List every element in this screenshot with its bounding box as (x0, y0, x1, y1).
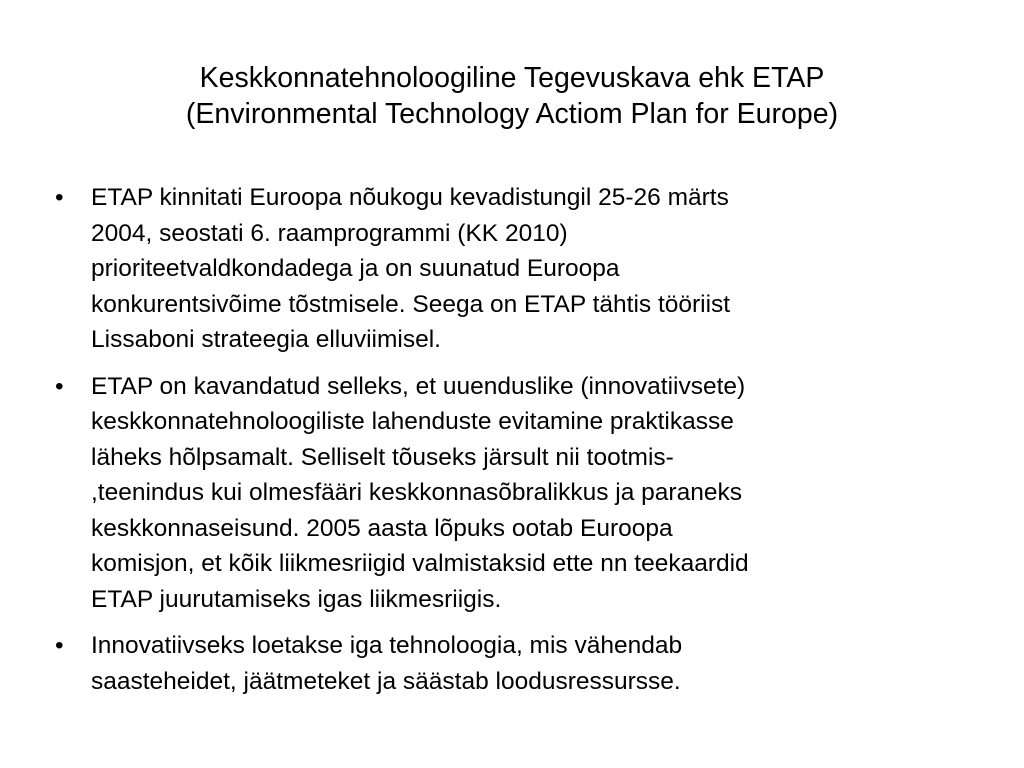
bullet-marker-icon: • (55, 184, 64, 211)
bullet-text-line: komisjon, et kõik liikmesriigid valmistaksid ette nn teekaardid (91, 550, 749, 577)
bullet-text-line: Lissaboni strateegia elluviimisel. (91, 326, 441, 353)
bullet-text-line: keskkonnaseisund. 2005 aasta lõpuks ootab Euroopa (91, 514, 673, 542)
bullet-item (55, 369, 955, 618)
bullet-text-line: ETAP juurutamiseks igas liikmesriigis. (91, 585, 502, 613)
bullet-text-line: saasteheidet, jäätmeteket ja säästab loodusressursse. (91, 667, 681, 695)
bullet-item (55, 628, 955, 699)
bullet-text-line: ,teenindus kui olmesfääri keskkonnasõbralikkus ja paraneks (91, 479, 742, 506)
bullet-text-line: ETAP on kavandatud selleks, et uuenduslike (innovatiivsete) (91, 372, 746, 400)
bullet-text-line: keskkonnatehnoloogiliste lahenduste evitamine praktikasse (91, 408, 734, 435)
slide-title-line: (Environmental Technology Actiom Plan for Europe) (185, 98, 839, 130)
bullet-marker-icon: • (55, 372, 64, 400)
bullet-item (55, 180, 955, 358)
bullet-list (55, 180, 955, 710)
bullet-text-line: Innovatiivseks loetakse iga tehnoloogia, mis vähendab (91, 632, 683, 659)
slide-title-line: Keskkonnatehnoloogiline Tegevuskava ehk ETAP (199, 62, 825, 94)
bullet-text-line: ETAP kinnitati Euroopa nõukogu kevadistungil 25-26 märts (91, 184, 729, 211)
bullet-marker-icon: • (55, 632, 64, 659)
bullet-text-line: läheks hõlpsamalt. Selliselt tõuseks järsult nii tootmis- (91, 443, 674, 471)
slide-title (60, 60, 964, 132)
bullet-text-line: 2004, seostati 6. raamprogrammi (KK 2010) (91, 219, 568, 247)
bullet-text-line: prioriteetvaldkondadega ja on suunatud Euroopa (91, 255, 620, 282)
bullet-text-line: konkurentsivõime tõstmisele. Seega on ETAP tähtis tööriist (91, 290, 731, 318)
